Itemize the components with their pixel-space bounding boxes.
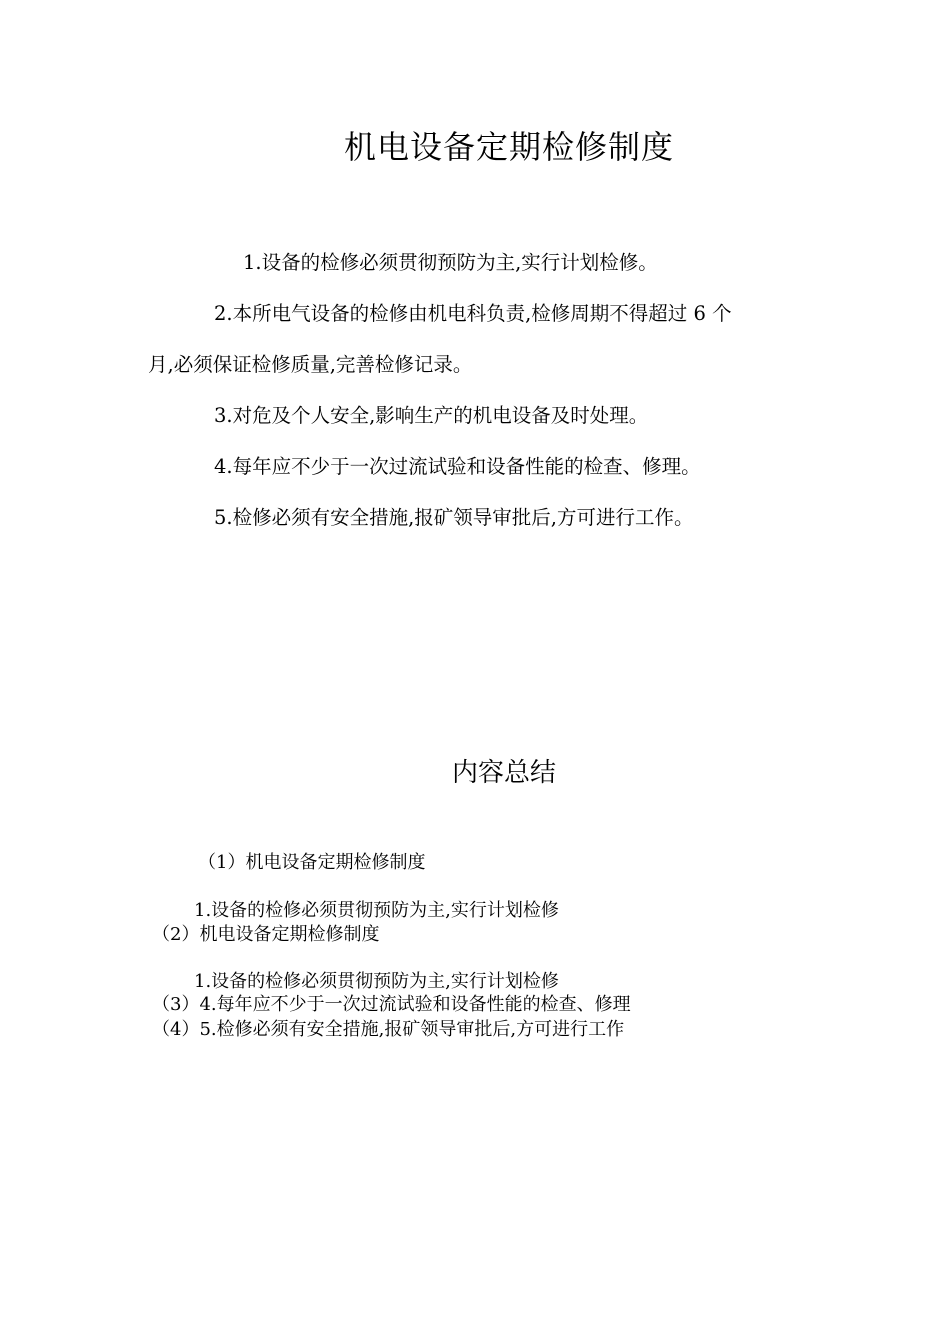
summary-line: （4）5.检修必须有安全措施,报矿领导审批后,方可进行工作: [152, 1019, 625, 1040]
paragraph-1: 1.设备的检修必须贯彻预防为主,实行计划检修。: [243, 251, 658, 274]
paragraph-4: 4.每年应不少于一次过流试验和设备性能的检查、修理。: [214, 455, 701, 478]
paragraph-2-line-1: 2.本所电气设备的检修由机电科负责,检修周期不得超过 6 个: [214, 302, 732, 325]
summary-title: 内容总结: [451, 758, 556, 788]
paragraph-2: [148, 288, 798, 390]
summary-line: 1.设备的检修必须贯彻预防为主,实行计划检修: [194, 971, 559, 992]
summary-line: （2）机电设备定期检修制度: [152, 924, 380, 945]
paragraph-3: 3.对危及个人安全,影响生产的机电设备及时处理。: [214, 404, 649, 427]
document-title: 机电设备定期检修制度: [343, 128, 674, 166]
paragraph-2-line-2: 月,必须保证检修质量,完善检修记录。: [148, 353, 473, 376]
paragraph-5: 5.检修必须有安全措施,报矿领导审批后,方可进行工作。: [214, 506, 694, 529]
summary-line: （1）机电设备定期检修制度: [198, 852, 426, 873]
summary-line: （3）4.每年应不少于一次过流试验和设备性能的检查、修理: [152, 994, 631, 1015]
summary-line: 1.设备的检修必须贯彻预防为主,实行计划检修: [194, 900, 559, 921]
